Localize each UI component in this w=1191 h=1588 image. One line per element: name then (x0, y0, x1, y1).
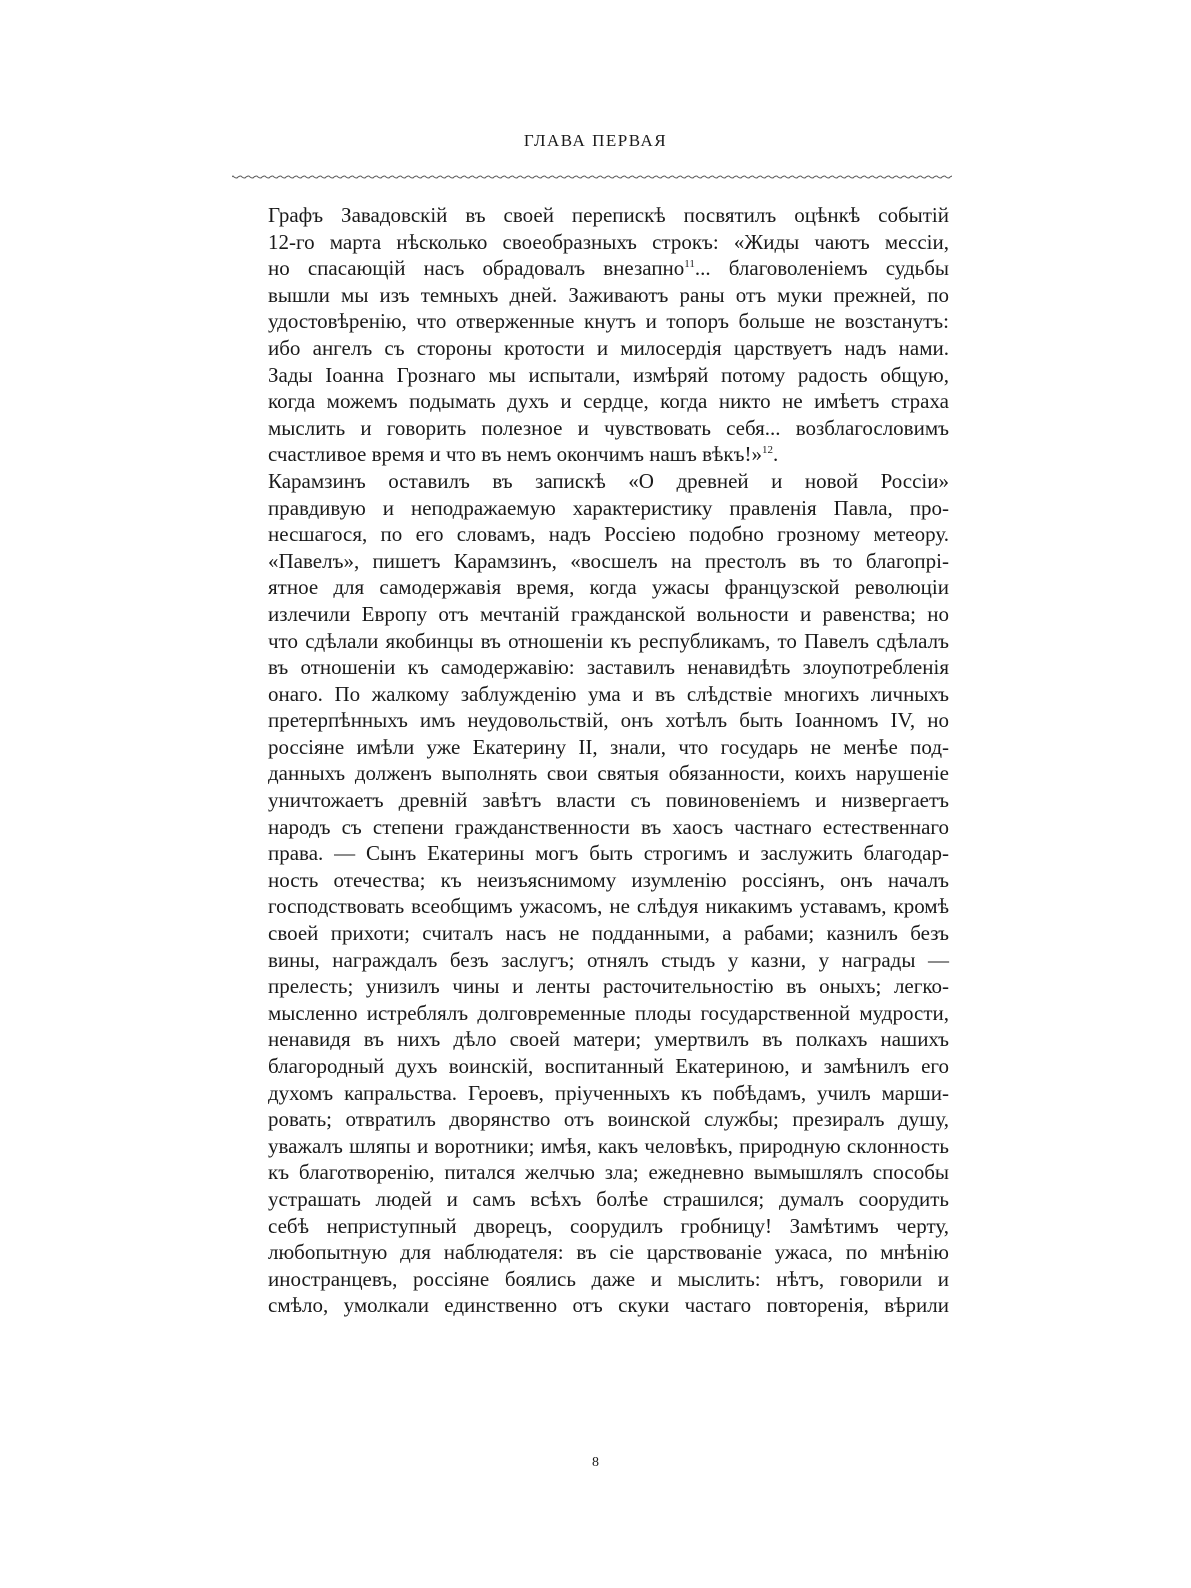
text-line: ибо ангелъ съ стороны кротости и милосердія царствуетъ надъ нами. (268, 335, 949, 360)
text-line: Карамзинъ оставилъ въ запискѣ «О древней и новой Россіи» (268, 468, 949, 493)
text-line: ность отечества; къ неизъяснимому изумленію россіянъ, онъ началъ (268, 867, 949, 892)
text-line: Зады Іоанна Грознаго мы испытали, измѣряй потому радость общую, (268, 362, 949, 387)
text-line: мысленно истреблялъ долговременные плоды государственной мудрости, (268, 1000, 949, 1025)
text-line: правдивую и неподражаемую характеристику правленія Павла, про- (268, 495, 949, 520)
text-line: въ отношеніи къ самодержавію: заставилъ ненавидѣть злоупотребленія (268, 655, 949, 680)
footnote-marker: 12 (761, 444, 773, 457)
text-line: благородный духъ воинскій, воспитанный Екатериною, и замѣнилъ его (268, 1054, 949, 1078)
text-line: излечили Европу отъ мечтаній гражданской вольности и равенства; но (268, 601, 949, 626)
text-segment: . (772, 442, 779, 467)
text-line-with-footnote (236, 441, 949, 468)
text-line: ненавидя въ нихъ дѣло своей матери; умертвилъ въ полкахъ нашихъ (268, 1027, 949, 1052)
text-line: претерпѣнныхъ имъ неудовольствій, онъ хотѣлъ быть Іоанномъ IV, но (268, 708, 949, 733)
text-line: иностранцевъ, россіяне боялись даже и мыслить: нѣтъ, говорили и (268, 1266, 949, 1291)
text-line: любопытную для наблюдателя: въ сіе царствованіе ужаса, по мнѣнію (268, 1240, 949, 1265)
text-segment: но спасающій насъ обрадовалъ внезапно (268, 256, 685, 281)
text-line: народъ съ степени гражданственности въ хаосъ частнаго естественнаго (268, 814, 949, 839)
text-line: къ благотворенію, питался желчью зла; ежедневно вымышлялъ способы (268, 1160, 949, 1185)
text-line: ровать; отвратилъ дворянство отъ воинской службы; презиралъ душу, (268, 1107, 949, 1132)
text-line: прелесть; унизилъ чины и ленты расточительностію въ оныхъ; легко- (268, 974, 949, 999)
text-line: что сдѣлали якобинцы въ отношеніи къ республикамъ, то Павелъ сдѣлалъ (268, 628, 949, 653)
text-line: 12-го марта нѣсколько своеобразныхъ строкъ: «Жиды чаютъ мессіи, (268, 229, 949, 254)
text-line: духомъ капральства. Героевъ, пріученныхъ къ побѣдамъ, училъ марши- (268, 1080, 949, 1105)
footnote-marker: 11 (684, 258, 695, 271)
text-line: смѣло, умолкали единственно отъ скуки частаго повторенія, вѣрили (268, 1293, 949, 1318)
text-line: онаго. По жалкому заблужденію ума и въ слѣдствіе многихъ личныхъ (268, 681, 949, 706)
text-line: своей прихоти; считалъ насъ не подданными, а рабами; казнилъ безъ (268, 921, 949, 946)
text-line: россіяне имѣли уже Екатерину II, знали, что государь не менѣе под- (268, 734, 949, 759)
chapter-heading: ГЛАВА ПЕРВАЯ (523, 131, 668, 150)
text-line: данныхъ долженъ выполнять свои святыя обязанности, коихъ нарушеніе (268, 761, 949, 786)
paragraph-karamzin (236, 468, 949, 1319)
text-line: мыслить и говорить полезное и чувствовать себя... возблагословимъ (268, 415, 949, 440)
text-line: себѣ неприступный дворецъ, соорудилъ гробницу! Замѣтимъ черту, (268, 1213, 949, 1238)
text-line: уничтожаетъ древній завѣтъ власти съ повиновеніемъ и низвергаетъ (268, 788, 949, 813)
text-line: уважалъ шляпы и воротники; имѣя, какъ человѣкъ, природную склонность (268, 1133, 949, 1158)
text-line: несшагося, по его словамъ, надъ Россіею подобно грозному метеору. (268, 522, 949, 547)
header-ornament-rule (232, 174, 952, 180)
text-line: когда можемъ подымать духъ и сердце, когда никто не имѣетъ страха (268, 389, 949, 414)
text-line: права. — Сынъ Екатерины могъ быть строгимъ и заслужить благодар- (268, 841, 949, 866)
text-line: «Павелъ», пишетъ Карамзинъ, «восшелъ на престолъ въ то благопрі- (268, 548, 949, 573)
paragraph-zavadovsky (236, 202, 949, 468)
text-line: устрашать людей и самъ всѣхъ болѣе страшился; думалъ соорудить (268, 1186, 949, 1211)
text-line: вышли мы изъ темныхъ дней. Заживаютъ раны отъ муки прежней, по (268, 282, 949, 307)
page-number: 8 (592, 1455, 599, 1470)
text-segment: ... благоволеніемъ судьбы (694, 256, 949, 281)
text-line: удостовѣренію, что отверженные кнутъ и топоръ больше не возстанутъ: (268, 309, 949, 334)
text-line: вины, награждалъ безъ заслугъ; отнялъ стыдъ у казни, у награды — (268, 947, 949, 972)
text-line: Графъ Завадовскій въ своей перепискѣ посвятилъ оцѣнкѣ событій (268, 203, 949, 227)
text-segment: счастливое время и что въ немъ окончимъ нашъ вѣкъ!» (268, 442, 762, 467)
text-line: ятное для самодержавія время, когда ужасы французской революціи (268, 575, 949, 600)
text-line-with-footnote (236, 255, 949, 282)
text-line: господствовать всеобщимъ ужасомъ, не слѣдуя никакимъ уставамъ, кромѣ (268, 894, 949, 919)
body-text (236, 202, 949, 1319)
